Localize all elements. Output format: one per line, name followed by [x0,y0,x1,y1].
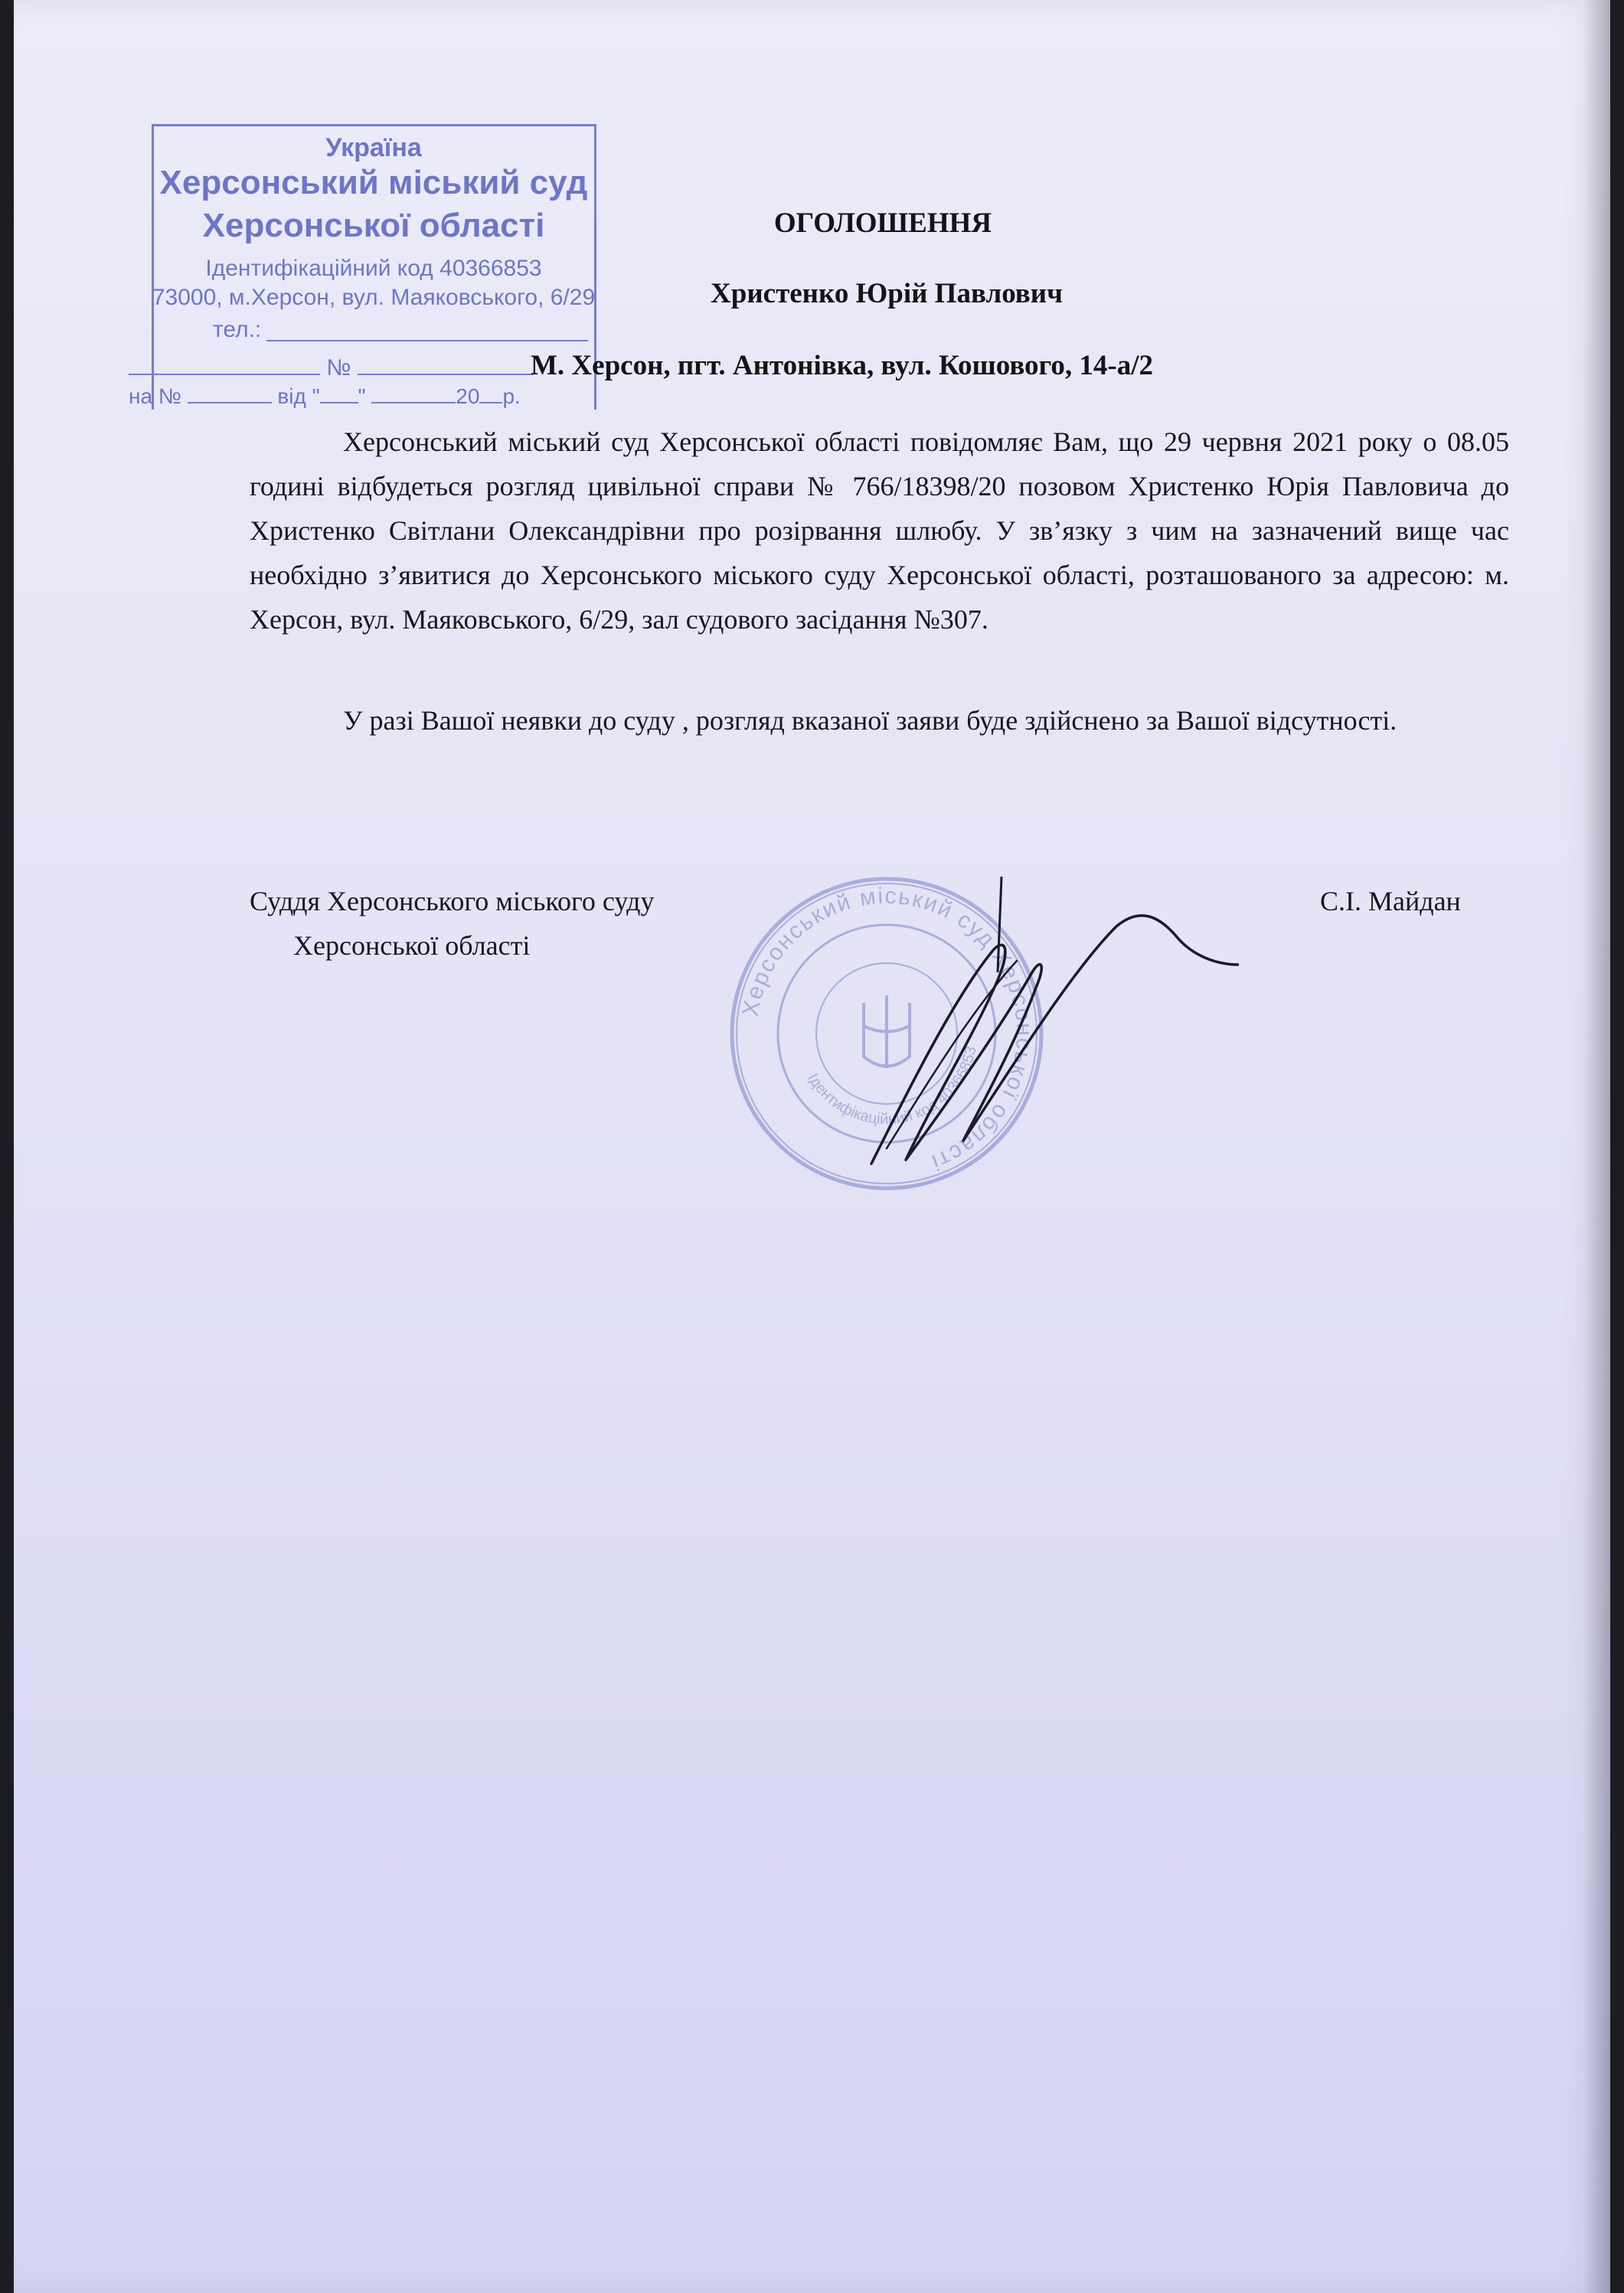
signer-name: С.І. Майдан [1320,886,1461,916]
stamp-date-year: 20 [456,384,480,408]
notice-paragraph-text: Херсонський міський суд Херсонської області повідомляє Вам, що 29 червня 2021 року о 08.05 годині відбудеться розгляд цивільної справи № 766/18398/20 позовом Христенко Юрія Павловича до Христенко Світлани Олександрівни про розірвання шлюбу. У зв’язку з чим на зазначений вище час необхідно з’явитися до Херсонського міського суду Херсонської області, розташованого за адресою: м. Херсон, вул. Маяковського, 6/29, зал судового засідання №307. [250,426,1509,635]
seal-outer-text: Херсонський міський суд Херсонської області [737,883,1037,1176]
stamp-year-blank [479,385,502,403]
stamp-tel-label: тел.: [213,317,262,342]
stamp-month-blank [371,385,456,403]
stamp-date-label: від " [277,384,320,408]
document-page [14,0,1610,2293]
signer-region: Херсонської області [293,930,531,961]
addressee-address: М. Херсон, пгт. Антонівка, вул. Кошового, 14-а/2 [531,350,1154,381]
stamp-country: Україна [325,133,422,162]
stamp-ref-blank [188,385,272,403]
stamp-tel-line [266,340,588,341]
stamp-day-blank [320,385,358,403]
judge-signature [841,857,1239,1187]
court-corner-stamp [129,124,596,408]
stamp-address: 73000, м.Херсон, вул. Маяковського, 6/29 [152,285,596,310]
stamp-date-row: на № від " " 20 р. [129,384,521,408]
absence-paragraph [250,698,1509,743]
stamp-number-sign: № [326,355,351,381]
stamp-id-code: Ідентифікаційний код 40366853 [205,256,542,281]
stamp-number-blank-2 [358,357,534,375]
seal-inner-text: Ідентифікаційний код 40366853 [804,1044,980,1129]
stamp-court-name: Херсонський міський суд [159,164,588,201]
stamp-date-suffix: р. [502,384,521,408]
notice-paragraph [250,420,1509,642]
stamp-number-blank [129,357,320,375]
signer-title: Суддя Херсонського міського суду [250,886,655,916]
stamp-region: Херсонської області [202,207,545,244]
stamp-ref-label: на № [129,384,181,408]
addressee-name: Христенко Юрій Павлович [711,278,1063,309]
absence-paragraph-text: У разі Вашої неявки до суду , розгляд вказаної заяви буде здійснено за Вашої відсутності. [343,705,1397,736]
document-title: ОГОЛОШЕННЯ [773,207,992,239]
